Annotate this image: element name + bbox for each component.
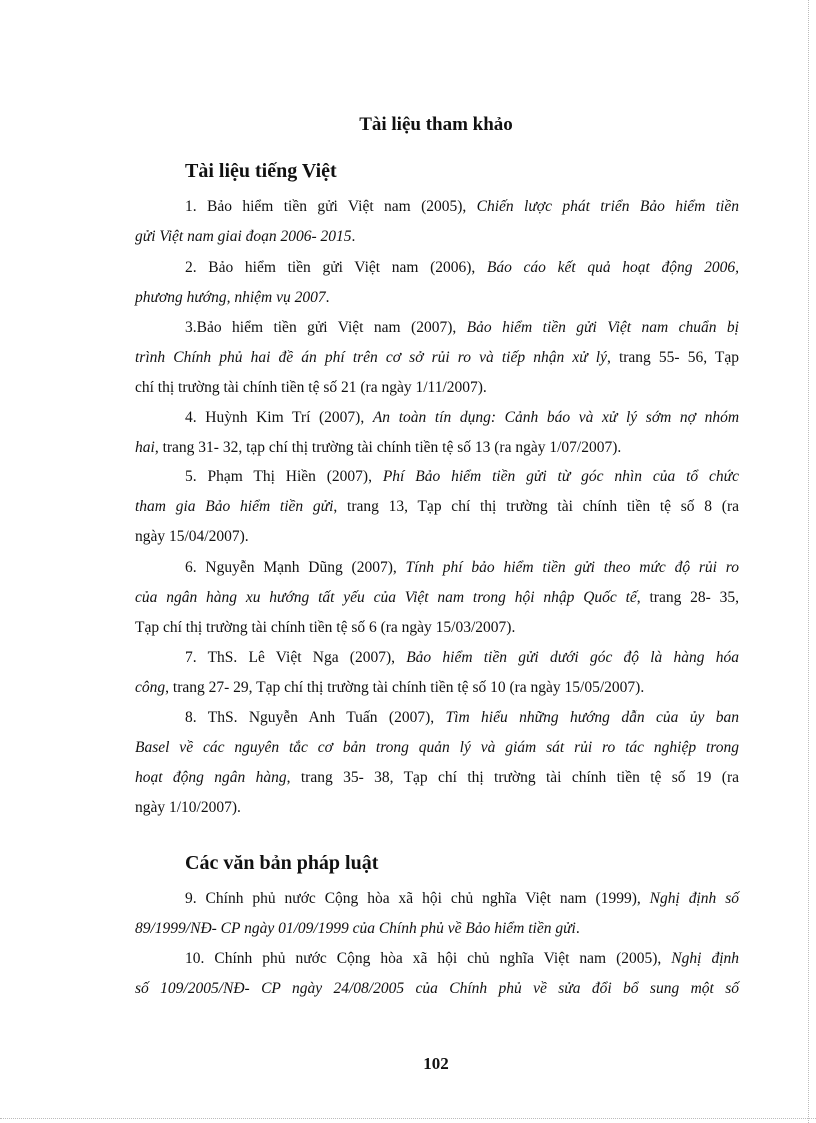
- reference-10: 10. Chính phủ nước Cộng hòa xã hội chủ nghĩa Việt nam (2005), Nghị định số 109/2005/NĐ- CP ngày 24/08/2005 của Chính phủ về sửa đổi bổ sung một số: [135, 950, 739, 997]
- page-border-bottom: [0, 1118, 816, 1119]
- reference-9: 9. Chính phủ nước Cộng hòa xã hội chủ nghĩa Việt nam (1999), Nghị định số 89/1999/NĐ- CP ngày 01/09/1999 của Chính phủ về Bảo hiểm tiền gửi.: [135, 890, 739, 937]
- reference-7: 7. ThS. Lê Việt Nga (2007), Bảo hiểm tiền gửi dưới góc độ là hàng hóa công, trang 27- 29, Tạp chí thị trường tài chính tiền tệ số 10 (ra ngày 15/05/2007).: [135, 649, 739, 696]
- page-border-right: [808, 0, 809, 1123]
- reference-2: 2. Bảo hiểm tiền gửi Việt nam (2006), Báo cáo kết quả hoạt động 2006, phương hướng, nhiệm vụ 2007.: [135, 259, 739, 306]
- reference-5: 5. Phạm Thị Hiền (2007), Phí Bảo hiểm tiền gửi từ góc nhìn của tổ chức tham gia Bảo hiểm tiền gửi, trang 13, Tạp chí thị trường tài chính tiền tệ số 8 (ra ngày 15/04/2007).: [135, 468, 739, 545]
- reference-8: 8. ThS. Nguyễn Anh Tuấn (2007), Tìm hiểu những hướng dẫn của ủy ban Basel về các nguyên tắc cơ bản trong quản lý và giám sát rủi ro tác nghiệp trong hoạt động ngân hàng, trang 35- 38, Tạp chí thị trường tài chính tiền tệ số 19 (ra ngày 1/10/2007).: [135, 709, 739, 816]
- reference-1: 1. Bảo hiểm tiền gửi Việt nam (2005), Chiến lược phát triển Bảo hiểm tiền gửi Việt nam giai đoạn 2006- 2015.: [135, 198, 739, 245]
- reference-4: 4. Huỳnh Kim Trí (2007), An toàn tín dụng: Cảnh báo và xử lý sớm nợ nhóm hai, trang 31- 32, tạp chí thị trường tài chính tiền tệ số 13 (ra ngày 1/07/2007).: [135, 409, 740, 456]
- reference-6: 6. Nguyễn Mạnh Dũng (2007), Tính phí bảo hiểm tiền gửi theo mức độ rủi ro của ngân hàng xu hướng tất yếu của Việt nam trong hội nhập Quốc tế, trang 28- 35, Tạp chí thị trường tài chính tiền tệ số 6 (ra ngày 15/03/2007).: [135, 559, 739, 636]
- page-title: Tài liệu tham khảo: [359, 114, 513, 135]
- reference-3: 3.Bảo hiểm tiền gửi Việt nam (2007), Bảo hiểm tiền gửi Việt nam chuẩn bị trình Chính phủ hai đề án phí trên cơ sở rủi ro và tiếp nhận xử lý, trang 55- 56, Tạp chí thị trường tài chính tiền tệ số 21 (ra ngày 1/11/2007).: [135, 319, 739, 396]
- section-heading-legal: Các văn bản pháp luật: [185, 852, 379, 874]
- section-heading-vietnamese: Tài liệu tiếng Việt: [185, 160, 337, 182]
- page-number: 102: [423, 1054, 449, 1073]
